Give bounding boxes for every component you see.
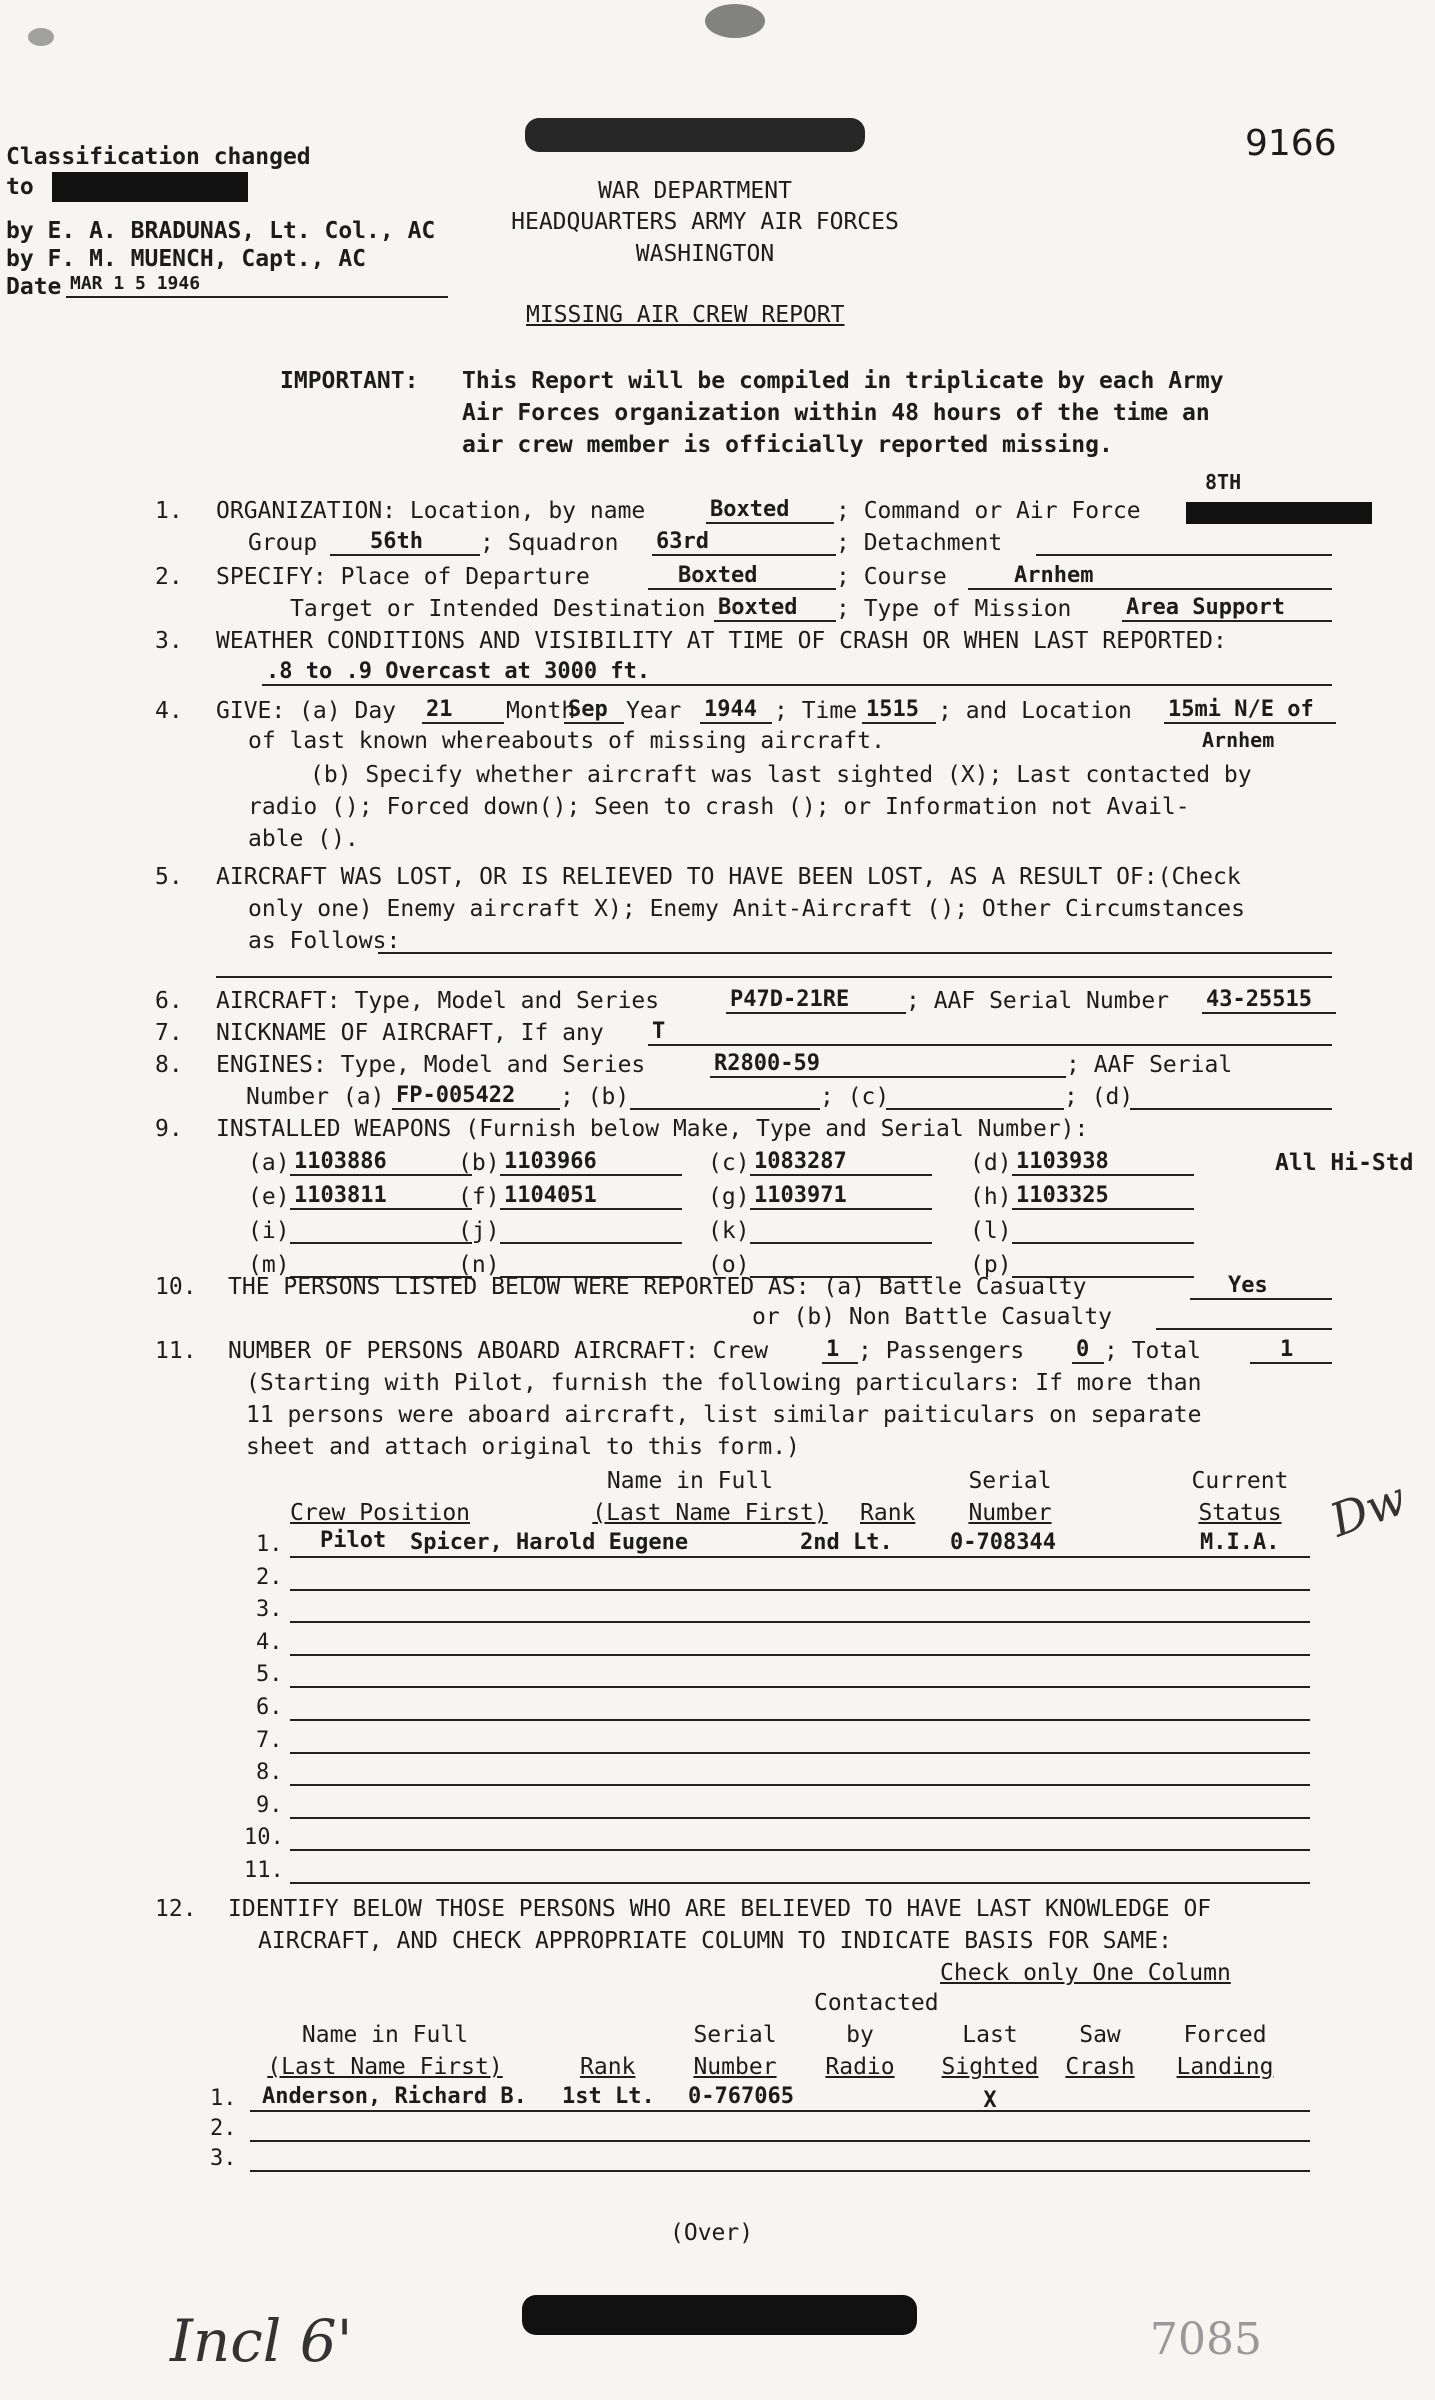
s11-header-name-1: Name in Full bbox=[606, 1468, 774, 1494]
s2-label: SPECIFY: Place of Departure bbox=[216, 564, 590, 590]
weapon-serial-field[interactable] bbox=[750, 1218, 932, 1244]
s4-month-label: Month bbox=[506, 698, 576, 724]
s11-total-field[interactable]: 1 bbox=[1250, 1338, 1332, 1364]
s9-label: INSTALLED WEAPONS (Furnish below Make, Type and Serial Number): bbox=[216, 1116, 1089, 1142]
s8-aaf-serial-label: ; AAF Serial bbox=[1066, 1052, 1233, 1078]
s1-number: 1. bbox=[155, 498, 183, 524]
document-number: 9166 bbox=[1245, 123, 1337, 164]
knowledge-row-line bbox=[250, 2170, 1310, 2172]
s8-engine-c-label: ; (c) bbox=[820, 1084, 890, 1110]
weapon-label: (g) bbox=[708, 1184, 750, 1210]
s12-check-note: Check only One Column bbox=[940, 1960, 1231, 1986]
classification-date-label: Date bbox=[6, 274, 62, 300]
crew-serial[interactable]: 0-708344 bbox=[950, 1530, 1056, 1555]
s4-month-field[interactable]: Sep bbox=[564, 698, 624, 724]
crew-row-number: 6. bbox=[256, 1695, 283, 1720]
weapon-label: (o) bbox=[708, 1252, 750, 1278]
s2-mission-label: ; Type of Mission bbox=[836, 596, 1072, 622]
crew-row-number: 1. bbox=[256, 1532, 283, 1557]
crew-row-line bbox=[290, 1849, 1310, 1851]
s7-label: NICKNAME OF AIRCRAFT, If any bbox=[216, 1020, 604, 1046]
weapon-serial-field[interactable]: 1083287 bbox=[750, 1150, 932, 1176]
ink-blot-top bbox=[705, 4, 765, 38]
s1-detachment-label: ; Detachment bbox=[836, 530, 1003, 556]
s10-battle-field[interactable]: Yes bbox=[1190, 1274, 1332, 1300]
s6-label: AIRCRAFT: Type, Model and Series bbox=[216, 988, 660, 1014]
s10-number: 10. bbox=[155, 1274, 197, 1300]
s11-margin-initials: Dw bbox=[1323, 1470, 1414, 1548]
weapon-label: (k) bbox=[708, 1218, 750, 1244]
crew-row-line bbox=[290, 1882, 1310, 1884]
important-line-1: This Report will be compiled in triplicate by each Army bbox=[462, 368, 1224, 394]
s4-year-label: Year bbox=[626, 698, 682, 724]
crew-row-line bbox=[290, 1654, 1310, 1656]
important-line-3: air crew member is officially reported missing. bbox=[462, 432, 1113, 458]
s1-group-label: Group bbox=[248, 530, 318, 556]
s11-passengers-field[interactable]: 0 bbox=[1072, 1338, 1104, 1364]
classification-line-3: by E. A. BRADUNAS, Lt. Col., AC bbox=[6, 218, 436, 244]
s10-non-battle-label: or (b) Non Battle Casualty bbox=[752, 1304, 1113, 1330]
s9-note: All Hi-Std bbox=[1275, 1150, 1414, 1176]
s12-header-sighted: Sighted bbox=[941, 2054, 1039, 2080]
s5-number: 5. bbox=[155, 864, 183, 890]
redaction-bar-bottom bbox=[522, 2295, 917, 2335]
s8-engine-b-label: ; (b) bbox=[560, 1084, 630, 1110]
s1-command-label: ; Command or Air Force bbox=[836, 498, 1141, 524]
s6-type-field[interactable]: P47D-21RE bbox=[726, 988, 906, 1014]
s12-header-forced: Forced bbox=[1183, 2022, 1267, 2048]
s11-header-position: Crew Position bbox=[290, 1500, 471, 1526]
s2-destination-field[interactable]: Boxted bbox=[714, 596, 836, 622]
s12-header-landing: Landing bbox=[1176, 2054, 1274, 2080]
s12-line-1: IDENTIFY BELOW THOSE PERSONS WHO ARE BELIEVED TO HAVE LAST KNOWLEDGE OF bbox=[228, 1896, 1212, 1922]
s4-day-field[interactable]: 21 bbox=[422, 698, 504, 724]
s2-course-label: ; Course bbox=[836, 564, 947, 590]
s10-label: THE PERSONS LISTED BELOW WERE REPORTED AS: (a) Battle Casualty bbox=[228, 1274, 1087, 1300]
s4-time-field[interactable]: 1515 bbox=[862, 698, 936, 724]
s8-engine-d-field[interactable] bbox=[1130, 1084, 1332, 1110]
s10-non-battle-field[interactable] bbox=[1156, 1304, 1332, 1330]
s2-destination-label: Target or Intended Destination bbox=[290, 596, 706, 622]
s8-number: 8. bbox=[155, 1052, 183, 1078]
s12-header-saw: Saw bbox=[1079, 2022, 1121, 2048]
knowledge-serial[interactable]: 0-767065 bbox=[688, 2084, 794, 2109]
weapon-serial-field[interactable] bbox=[290, 1218, 472, 1244]
crew-row-line bbox=[290, 1686, 1310, 1688]
s4-line-c: radio (); Forced down(); Seen to crash (); or Information not Avail- bbox=[248, 794, 1190, 820]
s11-line-6: sheet and attach original to this form.) bbox=[246, 1434, 800, 1460]
crew-position[interactable]: Pilot bbox=[320, 1528, 387, 1553]
s8-engine-c-field[interactable] bbox=[886, 1084, 1064, 1110]
s11-number: 11. bbox=[155, 1338, 197, 1364]
s8-number-label: Number (a) bbox=[246, 1084, 385, 1110]
s8-label: ENGINES: Type, Model and Series bbox=[216, 1052, 646, 1078]
s6-serial-field[interactable]: 43-25515 bbox=[1202, 988, 1336, 1014]
crew-row-number: 9. bbox=[256, 1792, 283, 1818]
important-line-2: Air Forces organization within 48 hours of the time an bbox=[462, 400, 1210, 426]
s12-header-radio: Radio bbox=[825, 2054, 895, 2080]
classification-line-4: by F. M. MUENCH, Capt., AC bbox=[6, 246, 367, 272]
s12-header-contacted: Contacted bbox=[814, 1990, 939, 2016]
crew-row-number: 2. bbox=[256, 1564, 283, 1590]
weapon-label: (j) bbox=[458, 1218, 500, 1244]
s11-header-rank: Rank bbox=[860, 1500, 916, 1526]
header-war-department: WAR DEPARTMENT bbox=[598, 178, 792, 204]
s4-year-field[interactable]: 1944 bbox=[700, 698, 772, 724]
weapon-serial-field[interactable]: 1103886 bbox=[290, 1150, 472, 1176]
header-hq-aaf: HEADQUARTERS ARMY AIR FORCES bbox=[511, 209, 899, 235]
s12-header-by: by bbox=[846, 2022, 874, 2048]
crew-row-number: 4. bbox=[256, 1629, 283, 1655]
s1-location-field[interactable]: Boxted bbox=[706, 498, 834, 524]
knowledge-rank[interactable]: 1st Lt. bbox=[562, 2084, 655, 2109]
s7-nickname-field[interactable]: T bbox=[648, 1020, 1332, 1046]
crew-row-line bbox=[290, 1719, 1310, 1721]
weapon-label: (m) bbox=[248, 1252, 290, 1278]
crew-rank[interactable]: 2nd Lt. bbox=[800, 1530, 893, 1555]
s12-header-last: Last bbox=[962, 2022, 1018, 2048]
weapon-serial-field[interactable]: 1103938 bbox=[1012, 1150, 1194, 1176]
weapon-serial-field[interactable]: 1103325 bbox=[1012, 1184, 1194, 1210]
crew-row-line bbox=[290, 1589, 1310, 1591]
weapon-serial-field[interactable]: 1104051 bbox=[500, 1184, 682, 1210]
s2-mission-field[interactable]: Area Support bbox=[1122, 596, 1332, 622]
weapon-serial-field[interactable] bbox=[1012, 1218, 1194, 1244]
crew-row-number: 5. bbox=[256, 1662, 283, 1688]
weapon-serial-field[interactable]: 1103811 bbox=[290, 1184, 472, 1210]
knowledge-row-line bbox=[250, 2110, 1310, 2112]
s4-time-label: ; Time bbox=[774, 698, 858, 724]
weapon-label: (h) bbox=[970, 1184, 1012, 1210]
s12-header-rank: Rank bbox=[580, 2054, 636, 2080]
s3-weather-field[interactable]: .8 to .9 Overcast at 3000 ft. bbox=[262, 660, 1332, 686]
header-washington: WASHINGTON bbox=[635, 241, 775, 267]
ink-blot-corner bbox=[28, 28, 54, 46]
footer-over: (Over) bbox=[670, 2220, 754, 2246]
s11-header-name-2: (Last Name First) bbox=[592, 1500, 828, 1526]
s3-number: 3. bbox=[155, 628, 183, 654]
s2-number: 2. bbox=[155, 564, 183, 590]
weapon-label: (c) bbox=[708, 1150, 750, 1176]
s4-location-field[interactable]: 15mi N/E of bbox=[1164, 698, 1336, 724]
report-title: MISSING AIR CREW REPORT bbox=[526, 302, 845, 328]
knowledge-name[interactable]: Anderson, Richard B. bbox=[262, 2084, 527, 2109]
s12-header-name-2: (Last Name First) bbox=[267, 2054, 503, 2080]
crew-row-line bbox=[290, 1817, 1310, 1819]
s12-header-name-1: Name in Full bbox=[301, 2022, 469, 2048]
s11-header-serial-2: Number bbox=[968, 1500, 1052, 1526]
s3-label: WEATHER CONDITIONS AND VISIBILITY AT TIME OF CRASH OR WHEN LAST REPORTED: bbox=[216, 628, 1227, 654]
weapon-label: (l) bbox=[970, 1218, 1012, 1244]
s5-circumstances-line bbox=[378, 952, 1332, 954]
s12-number: 12. bbox=[155, 1896, 197, 1922]
knowledge-row-number: 2. bbox=[210, 2116, 237, 2141]
weapon-label: (a) bbox=[248, 1150, 290, 1176]
s12-header-crash: Crash bbox=[1065, 2054, 1135, 2080]
s8-engine-a-field[interactable]: FP-005422 bbox=[392, 1084, 560, 1110]
s11-total-label: ; Total bbox=[1104, 1338, 1201, 1364]
redaction-bar-top bbox=[525, 118, 865, 152]
s9-number: 9. bbox=[155, 1116, 183, 1142]
s8-type-field[interactable]: R2800-59 bbox=[710, 1052, 1066, 1078]
s11-line-5: 11 persons were aboard aircraft, list similar paiticulars on separate bbox=[246, 1402, 1202, 1428]
s8-engine-d-label: ; (d) bbox=[1064, 1084, 1134, 1110]
s12-header-serial-1: Serial bbox=[693, 2022, 777, 2048]
important-label: IMPORTANT: bbox=[280, 368, 419, 394]
knowledge-row-line bbox=[250, 2140, 1310, 2142]
s1-command-value: 8TH bbox=[1205, 470, 1242, 494]
s4-day-label: GIVE: (a) Day bbox=[216, 698, 397, 724]
crew-row-number: 7. bbox=[256, 1727, 283, 1753]
s2-course-field[interactable]: Arnhem bbox=[968, 564, 1332, 590]
s11-label: NUMBER OF PERSONS ABOARD AIRCRAFT: Crew bbox=[228, 1338, 769, 1364]
weapon-serial-field[interactable]: 1103971 bbox=[750, 1184, 932, 1210]
s6-serial-label: ; AAF Serial Number bbox=[906, 988, 1170, 1014]
classification-date-value: MAR 1 5 1946 bbox=[66, 272, 448, 298]
s8-engine-b-field[interactable] bbox=[630, 1084, 820, 1110]
crew-row-line bbox=[290, 1621, 1310, 1623]
crew-row-line bbox=[290, 1556, 1310, 1558]
s4-number: 4. bbox=[155, 698, 183, 724]
s5-circumstances-line-2 bbox=[216, 976, 1332, 978]
weapon-label: (i) bbox=[248, 1218, 290, 1244]
s7-number: 7. bbox=[155, 1020, 183, 1046]
s11-header-current: Current bbox=[1191, 1468, 1289, 1494]
weapon-label: (f) bbox=[458, 1184, 500, 1210]
s12-line-2: AIRCRAFT, AND CHECK APPROPRIATE COLUMN TO INDICATE BASIS FOR SAME: bbox=[258, 1928, 1172, 1954]
s5-line-3: as Follows: bbox=[248, 928, 401, 954]
crew-status[interactable]: M.I.A. bbox=[1200, 1530, 1280, 1555]
s11-header-status: Status bbox=[1198, 1500, 1282, 1526]
s1-squadron-field[interactable]: 63rd bbox=[652, 530, 836, 556]
classification-line-2: to bbox=[6, 174, 34, 200]
s5-line-1: AIRCRAFT WAS LOST, OR IS RELIEVED TO HAVE BEEN LOST, AS A RESULT OF:(Check bbox=[216, 864, 1241, 890]
classification-redaction bbox=[52, 172, 248, 202]
knowledge-sighted[interactable]: X bbox=[983, 2088, 997, 2113]
weapon-label: (b) bbox=[458, 1150, 500, 1176]
s12-header-number: Number bbox=[693, 2054, 777, 2080]
weapon-serial-field[interactable] bbox=[500, 1218, 682, 1244]
s11-crew-field[interactable]: 1 bbox=[822, 1338, 858, 1364]
s4-line-d: able (). bbox=[248, 826, 359, 852]
s4-location-continued: Arnhem bbox=[1202, 728, 1275, 752]
crew-row-number: 3. bbox=[256, 1597, 283, 1623]
s1-command-redaction bbox=[1186, 502, 1372, 524]
crew-name[interactable]: Spicer, Harold Eugene bbox=[410, 1530, 689, 1555]
weapon-serial-field[interactable]: 1103966 bbox=[500, 1150, 682, 1176]
weapon-label: (n) bbox=[458, 1252, 500, 1278]
s11-line-4: (Starting with Pilot, furnish the following particulars: If more than bbox=[246, 1370, 1202, 1396]
knowledge-row-number: 1. bbox=[210, 2086, 237, 2111]
knowledge-row-number: 3. bbox=[210, 2146, 237, 2171]
footer-page-stamp: 7085 bbox=[1150, 2314, 1262, 2365]
weapon-label: (d) bbox=[970, 1150, 1012, 1176]
crew-row-line bbox=[290, 1784, 1310, 1786]
weapon-label: (p) bbox=[970, 1252, 1012, 1278]
s6-number: 6. bbox=[155, 988, 183, 1014]
s4-location-label: ; and Location bbox=[938, 698, 1132, 724]
classification-line-1: Classification changed bbox=[6, 144, 311, 170]
s5-line-2: only one) Enemy aircraft X); Enemy Anit-Aircraft (); Other Circumstances bbox=[248, 896, 1245, 922]
s4-whereabouts-label: of last known whereabouts of missing aircraft. bbox=[248, 728, 885, 754]
s1-squadron-label: ; Squadron bbox=[480, 530, 619, 556]
s11-passengers-label: ; Passengers bbox=[858, 1338, 1025, 1364]
s4-line-b: (b) Specify whether aircraft was last sighted (X); Last contacted by bbox=[310, 762, 1252, 788]
crew-row-line bbox=[290, 1752, 1310, 1754]
crew-row-number: 8. bbox=[256, 1760, 283, 1786]
s2-departure-field[interactable]: Boxted bbox=[648, 564, 836, 590]
s1-group-field[interactable]: 56th bbox=[330, 530, 480, 556]
crew-row-number: 10. bbox=[244, 1825, 284, 1851]
weapon-label: (e) bbox=[248, 1184, 290, 1210]
s1-label: ORGANIZATION: Location, by name bbox=[216, 498, 646, 524]
s1-detachment-field[interactable] bbox=[1036, 530, 1332, 556]
crew-row-number: 11. bbox=[244, 1858, 284, 1883]
s11-header-serial-1: Serial bbox=[968, 1468, 1052, 1494]
footer-inclosure-note: Incl 6' bbox=[170, 2307, 353, 2375]
